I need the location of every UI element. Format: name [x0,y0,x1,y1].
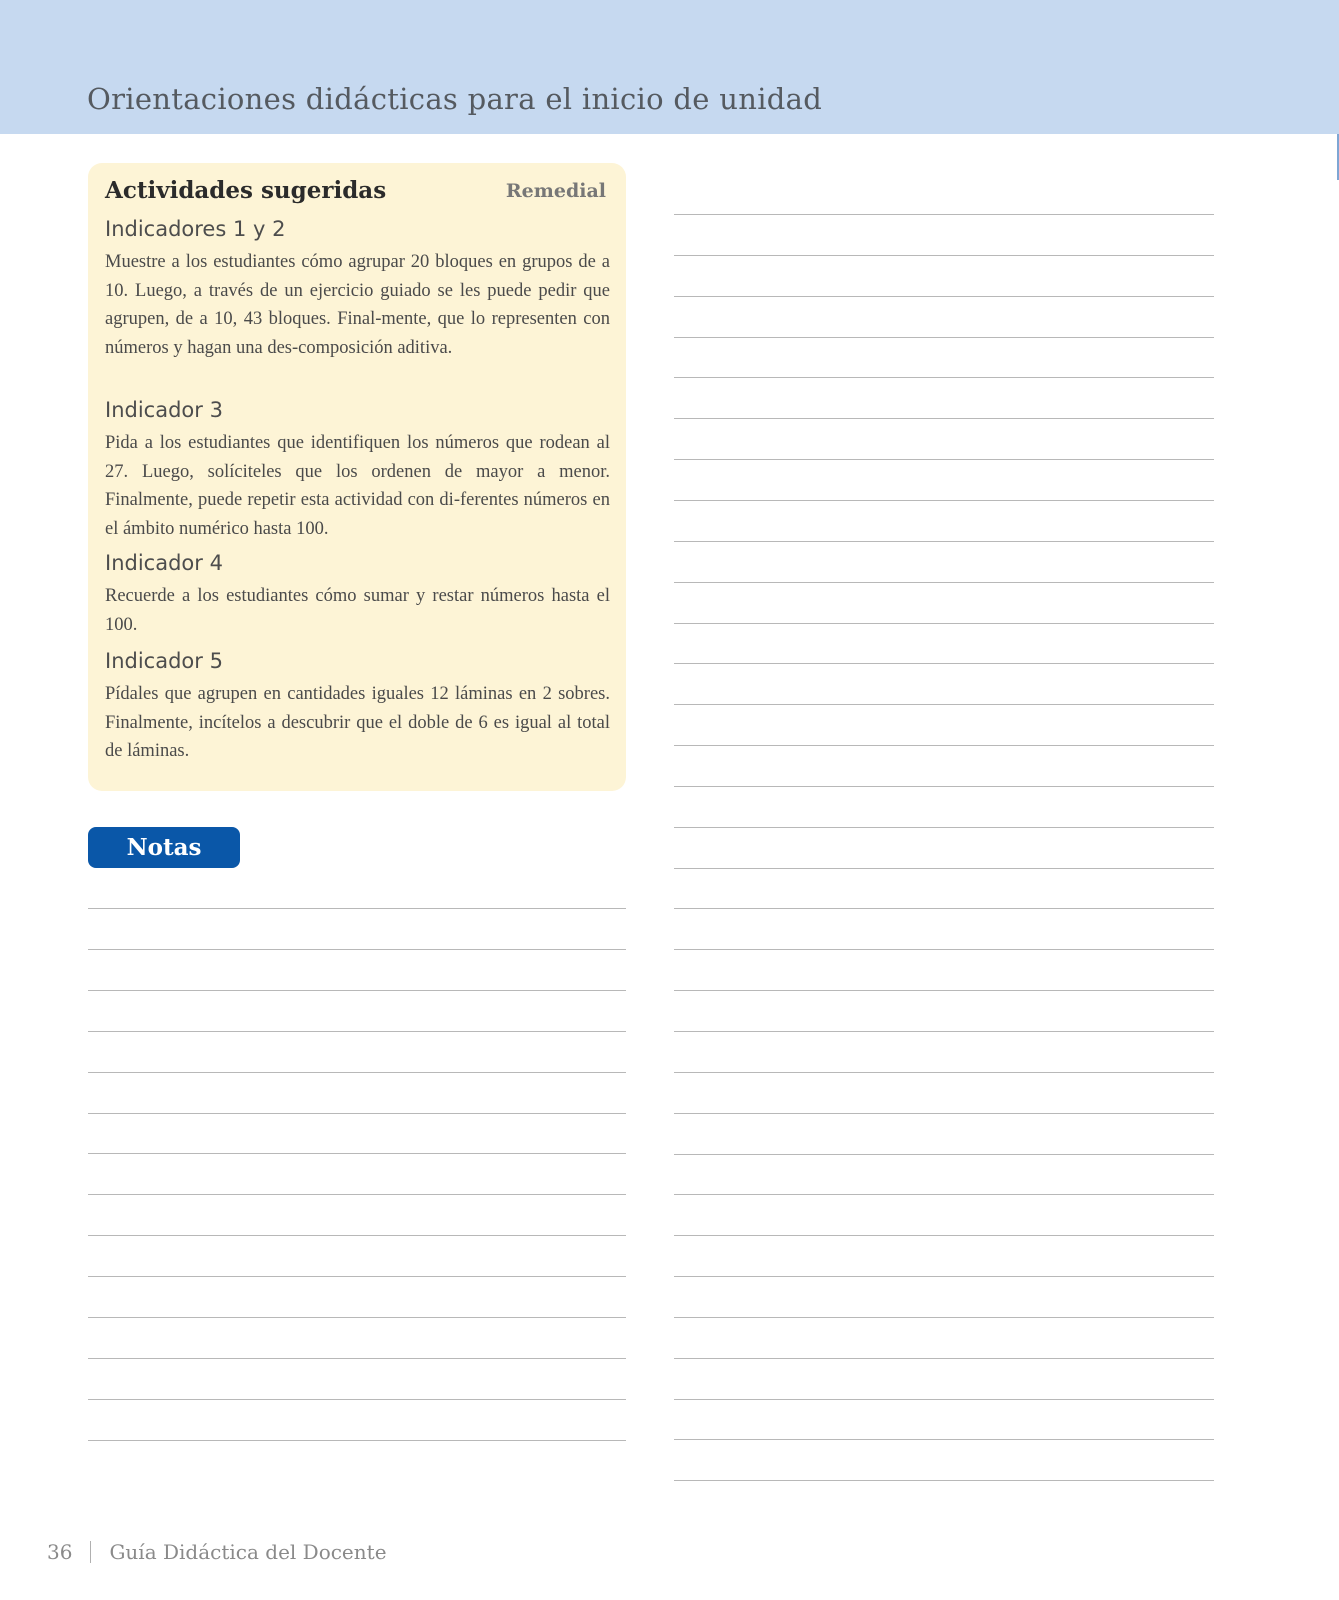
note-line [88,1153,626,1154]
note-line [674,1317,1214,1318]
note-line [88,908,626,909]
indicator-heading: Indicador 3 [105,398,223,422]
note-line [674,1358,1214,1359]
note-line [674,500,1214,501]
activities-title: Actividades sugeridas [105,177,387,204]
indicator-block-5 [105,646,610,766]
note-line [674,1031,1214,1032]
note-line [674,868,1214,869]
notes-label: Notas [88,827,240,868]
note-line [674,377,1214,378]
indicator-block-1-2 [105,214,610,362]
footer-divider [90,1541,91,1563]
note-line [88,990,626,991]
note-line [674,949,1214,950]
note-line [674,214,1214,215]
activities-tag: Remedial [505,180,606,202]
indicator-block-4 [105,548,610,639]
indicator-heading: Indicadores 1 y 2 [105,217,286,241]
note-line [88,1235,626,1236]
note-line [674,1480,1214,1481]
note-line [674,704,1214,705]
note-line [674,908,1214,909]
note-line [88,1317,626,1318]
note-line [88,1276,626,1277]
book-title: Guía Didáctica del Docente [109,1540,387,1564]
note-line [674,1072,1214,1073]
note-line [88,1072,626,1073]
note-line [674,1439,1214,1440]
note-line [674,337,1214,338]
note-line [674,745,1214,746]
note-line [674,1399,1214,1400]
indicator-text: Pida a los estudiantes que identifiquen los números que rodean al 27. Luego, solíciteles que los ordenen de mayor a menor. Finalmente, puede repetir esta actividad con di-ferentes números en el ámbito numérico hasta 100. [105,433,610,539]
note-line [674,582,1214,583]
note-line [88,1194,626,1195]
note-line [674,663,1214,664]
note-line [674,541,1214,542]
note-line [674,1194,1214,1195]
note-line [88,1031,626,1032]
note-line [674,1235,1214,1236]
note-line [674,623,1214,624]
indicator-heading: Indicador 5 [105,649,223,673]
indicator-text: Recuerde a los estudiantes cómo sumar y restar números hasta el 100. [105,586,610,635]
note-line [674,827,1214,828]
note-line [674,1276,1214,1277]
page-footer [47,1540,387,1564]
note-line [674,296,1214,297]
note-line [88,1399,626,1400]
indicator-block-3 [105,395,610,543]
indicator-text: Pídales que agrupen en cantidades iguales 12 láminas en 2 sobres. Finalmente, incítelos a descubrir que el doble de 6 es igual al total de láminas. [105,684,610,762]
note-line [674,418,1214,419]
note-line [88,949,626,950]
note-line [674,459,1214,460]
note-line [674,255,1214,256]
note-line [674,786,1214,787]
page-title: Orientaciones didácticas para el inicio de unidad [87,82,823,116]
indicator-heading: Indicador 4 [105,551,223,575]
note-line [674,1113,1214,1114]
page-number: 36 [47,1540,73,1564]
note-line [674,990,1214,991]
note-line [88,1440,626,1441]
note-line [88,1113,626,1114]
note-line [88,1358,626,1359]
activities-box [88,163,626,791]
note-line [674,1154,1214,1155]
indicator-text: Muestre a los estudiantes cómo agrupar 20 bloques en grupos de a 10. Luego, a través de un ejercicio guiado se les puede pedir que agrupen, de a 10, 43 bloques. Final-mente, que lo representen con números y hagan una des-composición aditiva. [105,252,610,358]
